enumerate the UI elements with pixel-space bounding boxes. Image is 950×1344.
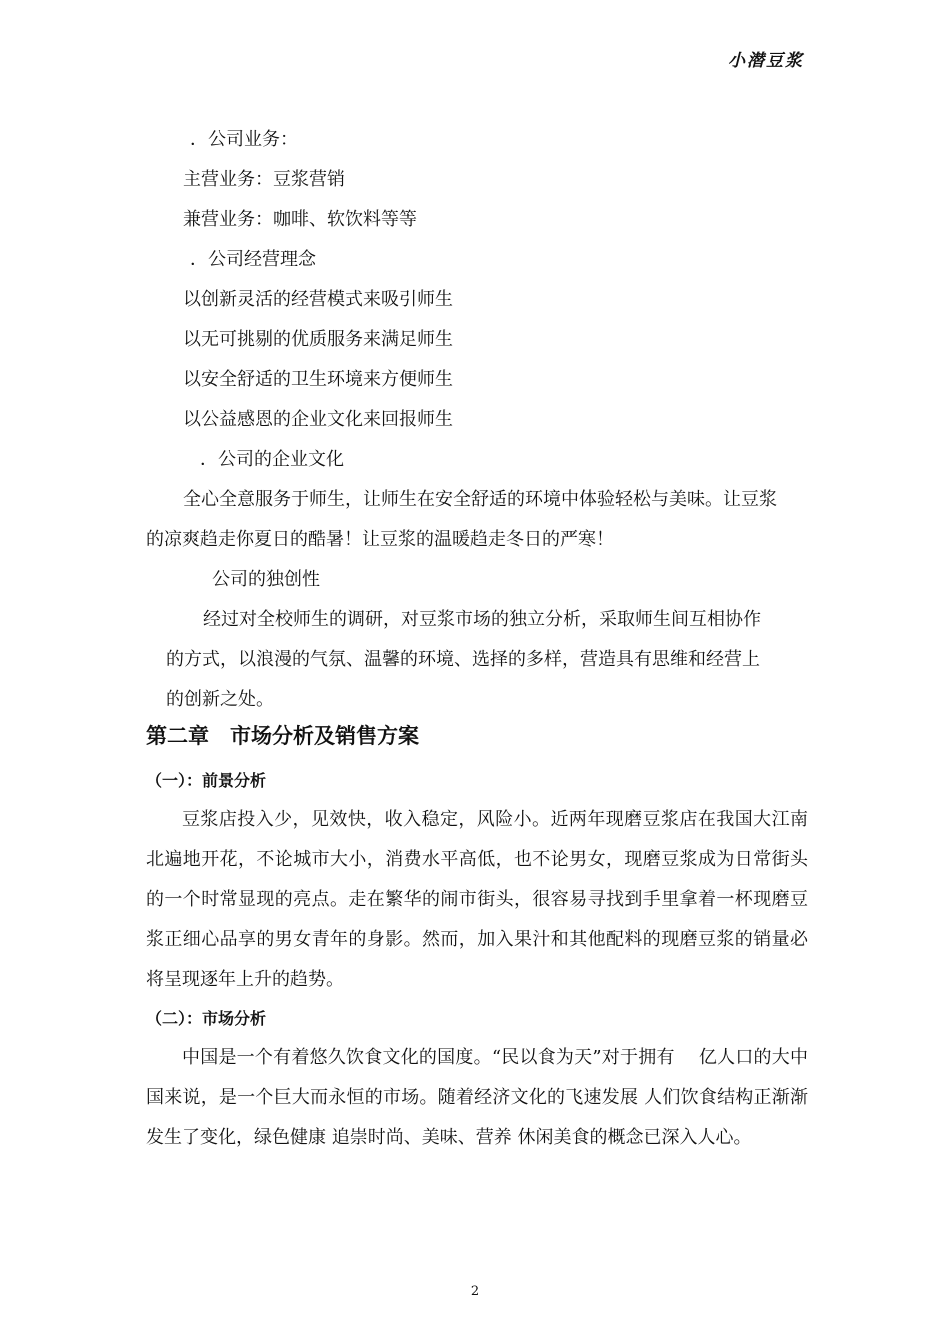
culture-text-line: 全心全意服务于师生，让师生在安全舒适的环境中体验轻松与美味。让豆浆 bbox=[183, 489, 777, 510]
main-business: 主营业务：豆浆营销 bbox=[183, 169, 345, 190]
prospect-heading: （一）：前景分析 bbox=[146, 771, 267, 790]
philosophy-heading: ．公司经营理念 bbox=[190, 249, 316, 270]
side-business: 兼营业务：咖啡、软饮料等等 bbox=[183, 209, 417, 230]
culture-heading: ．公司的企业文化 bbox=[200, 449, 344, 470]
unique-heading: 公司的独创性 bbox=[212, 569, 320, 590]
unique-text-line: 的创新之处。 bbox=[166, 689, 274, 710]
philosophy-item: 以公益感恩的企业文化来回报师生 bbox=[183, 409, 453, 430]
philosophy-item: 以无可挑剔的优质服务来满足师生 bbox=[183, 329, 453, 350]
market-paragraph: 中国是一个有着悠久饮食文化的国度。“民以食为天”对于拥有 亿人口的大中国来说，是一个巨大而永恒的市场。随着经济文化的飞速发展 人们饮食结构正渐渐发生了变化，绿色健康 追崇时尚、美味、营养 休闲美食的概念已深入人心。 bbox=[146, 1047, 808, 1148]
chapter-title: 第二章 市场分析及销售方案 bbox=[146, 724, 419, 748]
page-header-title: 小潜豆浆 bbox=[728, 51, 804, 71]
unique-text-line: 经过对全校师生的调研，对豆浆市场的独立分析，采取师生间互相协作 bbox=[203, 609, 761, 630]
business-heading: ．公司业务： bbox=[190, 129, 298, 150]
culture-text-line: 的凉爽趋走你夏日的酷暑！让豆浆的温暖趋走冬日的严寒！ bbox=[146, 529, 614, 550]
market-heading: （二）：市场分析 bbox=[146, 1009, 267, 1028]
philosophy-item: 以创新灵活的经营模式来吸引师生 bbox=[183, 289, 453, 310]
page-number: 2 bbox=[470, 1284, 480, 1299]
unique-text-line: 的方式，以浪漫的气氛、温馨的环境、选择的多样，营造具有思维和经营上 bbox=[166, 649, 760, 670]
philosophy-item: 以安全舒适的卫生环境来方便师生 bbox=[183, 369, 453, 390]
prospect-paragraph: 豆浆店投入少，见效快，收入稳定，风险小。近两年现磨豆浆店在我国大江南北遍地开花，不论城市大小，消费水平高低，也不论男女，现磨豆浆成为日常街头的一个时常显现的亮点。走在繁华的闹市街头，很容易寻找到手里拿着一杯现磨豆浆正细心品享的男女青年的身影。然而，加入果汁和其他配料的现磨豆浆的销量必将呈现逐年上升的趋势。 bbox=[146, 809, 808, 990]
